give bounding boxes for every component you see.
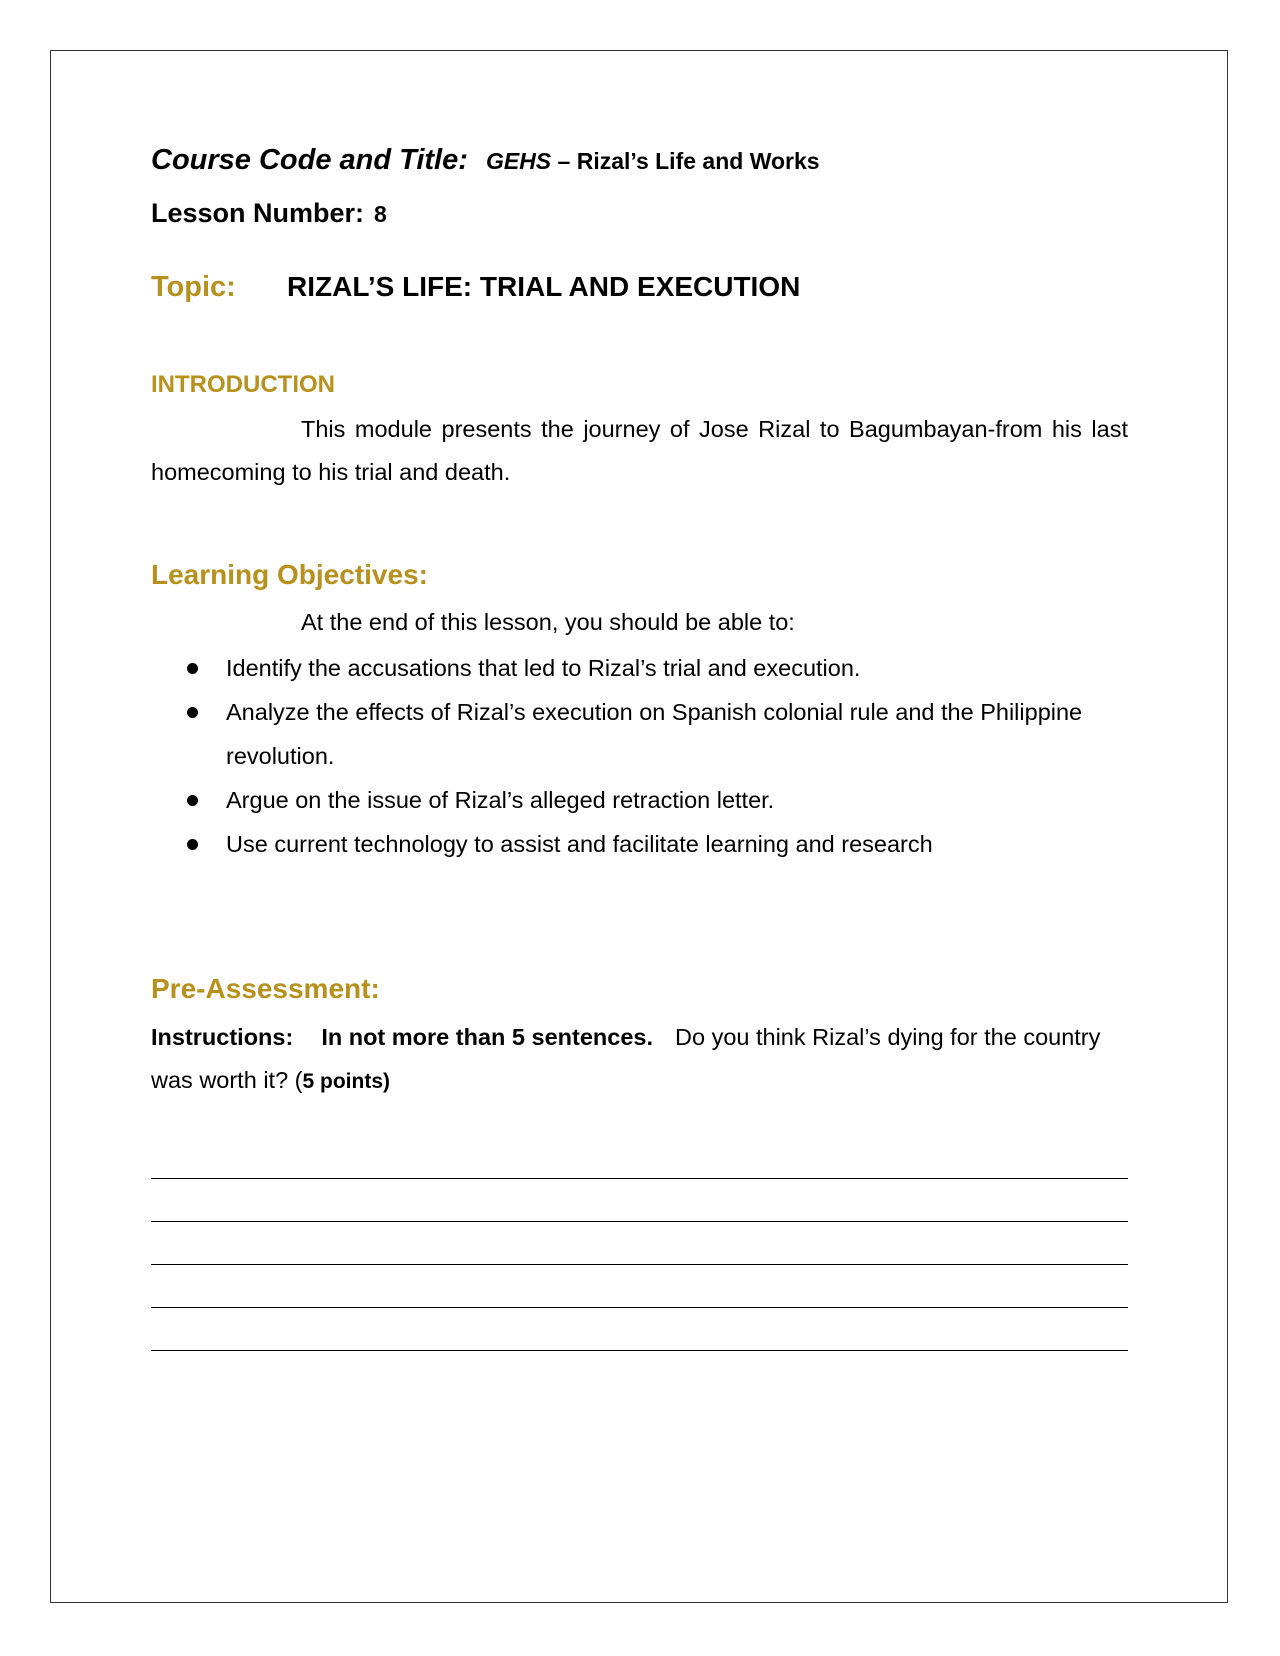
answer-line[interactable]: [151, 1222, 1128, 1265]
pre-assessment-instructions: [151, 1016, 1128, 1103]
objective-text: Analyze the effects of Rizal’s execution on Spanish colonial rule and the Philippine revolution.: [226, 699, 1083, 769]
instructions-question: Do you think Rizal’s dying for the country was worth it? (: [151, 1024, 1101, 1093]
instructions-label: Instructions:: [151, 1024, 294, 1050]
objectives-heading: Learning Objectives:: [151, 559, 428, 590]
answer-lines: [151, 1139, 1128, 1351]
lesson-number-line: [151, 193, 1128, 234]
points-value: 5 points): [302, 1070, 390, 1093]
introduction-heading: INTRODUCTION: [151, 371, 335, 398]
answer-line[interactable]: [151, 1139, 1128, 1179]
lesson-label: Lesson Number:: [151, 198, 365, 228]
topic-label: Topic:: [151, 271, 236, 303]
topic-line: [151, 267, 1128, 312]
document-content: [151, 140, 1128, 1351]
course-code-title: [151, 140, 1128, 181]
objectives-intro: At the end of this lesson, you should be able to:: [301, 609, 795, 635]
objectives-list: [151, 646, 1128, 866]
course-colon: :: [458, 144, 468, 176]
instructions-constraint: In not more than 5 sentences.: [321, 1024, 653, 1050]
bullet-icon: [187, 663, 198, 674]
bullet-icon: [187, 707, 198, 718]
course-code: GEHS: [485, 148, 552, 174]
bullet-icon: [187, 839, 198, 850]
objective-text: Identify the accusations that led to Rizal’s trial and execution.: [226, 655, 861, 681]
objective-text: Argue on the issue of Rizal’s alleged retraction letter.: [226, 787, 775, 813]
answer-line[interactable]: [151, 1179, 1128, 1222]
answer-line[interactable]: [151, 1308, 1128, 1351]
list-item: [151, 646, 1128, 690]
list-item: [151, 778, 1128, 822]
lesson-number: 8: [374, 201, 387, 227]
objective-text: Use current technology to assist and facilitate learning and research: [226, 831, 933, 857]
introduction-text: This module presents the journey of Jose Rizal to Bagumbayan-from his last homecoming to his trial and death.: [151, 416, 1128, 485]
topic-text: RIZAL’S LIFE: TRIAL AND EXECUTION: [287, 271, 801, 302]
answer-line[interactable]: [151, 1265, 1128, 1308]
pre-assessment-heading: Pre-Assessment:: [151, 973, 380, 1004]
course-title: – Rizal’s Life and Works: [551, 148, 820, 174]
list-item: [151, 690, 1128, 778]
list-item: [151, 822, 1128, 866]
bullet-icon: [187, 795, 198, 806]
course-label: Course Code and Title: [151, 144, 459, 176]
